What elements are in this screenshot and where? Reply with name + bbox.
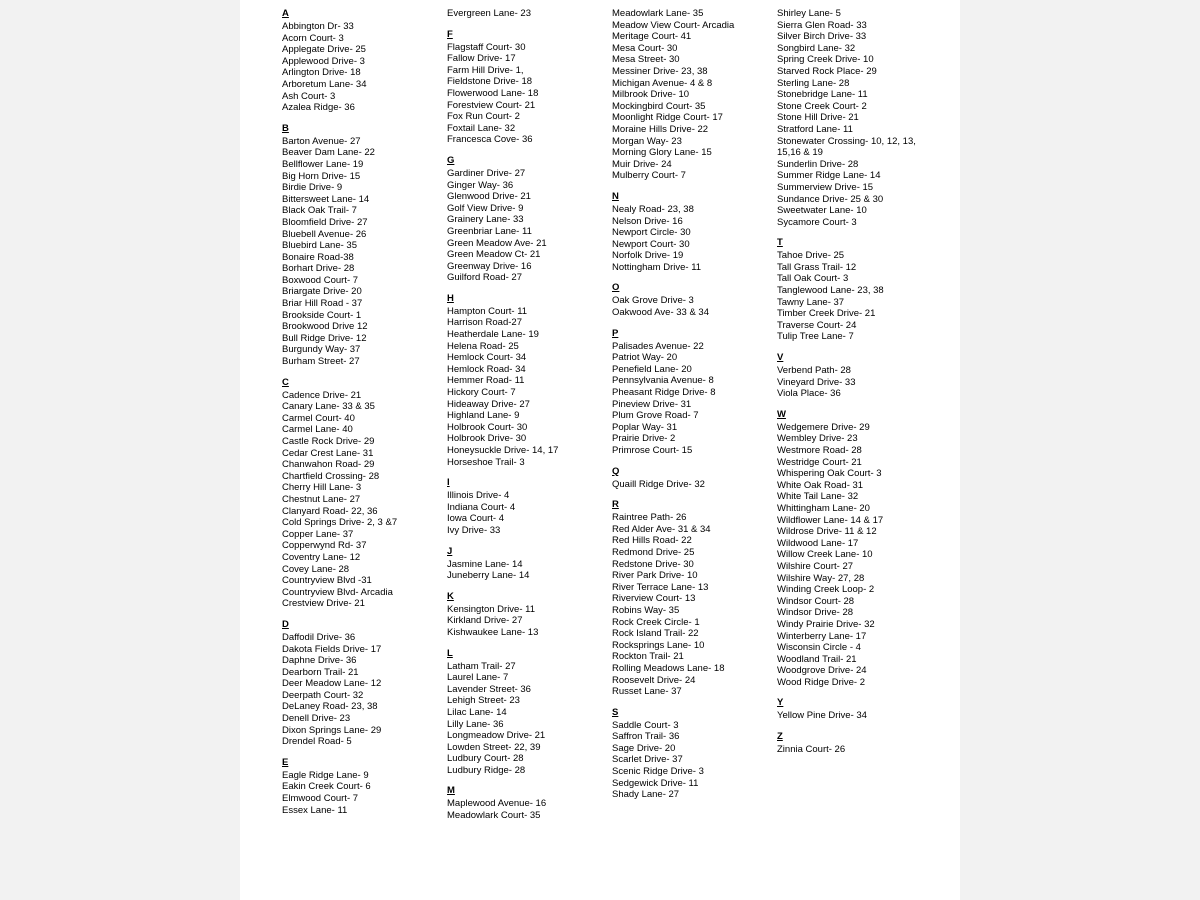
index-letter-heading: T	[777, 237, 783, 249]
index-letter-heading: A	[282, 8, 289, 19]
street-entry: Briar Hill Road - 37	[282, 298, 363, 310]
street-entry: Deer Meadow Lane- 12	[282, 678, 382, 690]
index-letter-group	[777, 409, 942, 689]
page-margin-right	[960, 0, 1200, 900]
index-letter-group	[282, 757, 447, 816]
street-entry: Barton Avenue- 27	[282, 135, 361, 147]
street-entry: Mesa Court- 30	[612, 42, 678, 54]
street-entry: Tulip Tree Lane- 7	[777, 331, 854, 343]
street-entry: Greenway Drive- 16	[447, 260, 532, 272]
street-entry: Illinois Drive- 4	[447, 490, 510, 502]
street-entry: Pheasant Ridge Drive- 8	[612, 387, 716, 399]
street-entry: Willow Creek Lane- 10	[777, 549, 873, 561]
street-entry: Iowa Court- 4	[447, 513, 505, 525]
street-entry: Carmel Court- 40	[282, 412, 355, 424]
street-entry: Ash Court- 3	[282, 90, 336, 102]
street-entry: DeLaney Road- 23, 38	[282, 701, 378, 713]
index-column	[777, 8, 942, 883]
street-entry: Rocksprings Lane- 10	[612, 639, 705, 651]
street-entry: Wembley Drive- 23	[777, 433, 858, 445]
street-entry: Lilac Lane- 14	[447, 706, 507, 718]
street-entry: Summerview Drive- 15	[777, 181, 874, 193]
street-entry: Flowerwood Lane- 18	[447, 87, 539, 99]
street-entry: Bloomfield Drive- 27	[282, 216, 368, 228]
index-letter-group	[447, 591, 612, 639]
street-entry: Rock Creek Circle- 1	[612, 616, 700, 628]
street-entry: Robins Way- 35	[612, 604, 680, 616]
street-entry: Carmel Lane- 40	[282, 424, 353, 436]
street-entry: Poplar Way- 31	[612, 421, 678, 433]
street-entry: Riverview Court- 13	[612, 593, 696, 605]
street-entry: Traverse Court- 24	[777, 319, 857, 331]
street-entry: Bonaire Road-38	[282, 251, 354, 263]
street-entry: Wildrose Drive- 11 & 12	[777, 526, 877, 538]
street-entry: Zinnia Court- 26	[777, 744, 846, 756]
street-entry: Hemlock Court- 34	[447, 352, 527, 364]
street-entry: Castle Rock Drive- 29	[282, 436, 375, 447]
index-letter-group	[447, 29, 612, 146]
street-entry: Helena Road- 25	[447, 340, 519, 352]
street-entry: Clanyard Road- 22, 36	[282, 505, 378, 517]
street-entry: Countryview Blvd -31	[282, 575, 372, 587]
street-entry: Countryview Blvd- Arcadia	[282, 586, 393, 598]
street-entry: Gardiner Drive- 27	[447, 167, 526, 179]
street-entry: Drendel Road- 5	[282, 736, 352, 748]
street-entry: Cherry Hill Lane- 3	[282, 482, 362, 494]
street-entry: Covey Lane- 28	[282, 563, 350, 575]
street-entry: Saddle Court- 3	[612, 719, 679, 731]
street-entry: Dearborn Trail- 21	[282, 666, 359, 678]
street-entry: Woodgrove Drive- 24	[777, 665, 867, 677]
index-letter-heading: L	[447, 647, 453, 659]
street-entry: Grainery Lane- 33	[447, 214, 524, 226]
street-entry: Beaver Dam Lane- 22	[282, 147, 375, 159]
street-entry: Tall Oak Court- 3	[777, 273, 849, 285]
street-entry: Denell Drive- 23	[282, 713, 351, 725]
street-entry: Wisconsin Circle - 4	[777, 642, 861, 654]
street-entry: Longmeadow Drive- 21	[447, 730, 546, 742]
street-entry: Black Oak Trail- 7	[282, 205, 357, 217]
street-entry: Whispering Oak Court- 3	[777, 468, 882, 480]
street-entry: Red Alder Ave- 31 & 34	[612, 523, 711, 535]
index-letter-heading: Q	[612, 465, 620, 477]
street-entry: Daphne Drive- 36	[282, 655, 357, 667]
index-letter-heading: N	[612, 190, 619, 202]
street-entry: Briargate Drive- 20	[282, 286, 362, 298]
index-letter-heading: Z	[777, 731, 783, 743]
index-letter-group	[447, 8, 612, 20]
street-entry: Hickory Court- 7	[447, 387, 516, 399]
street-entry: Bluebell Avenue- 26	[282, 228, 367, 240]
page-margin-left	[0, 0, 240, 900]
street-entry: Bull Ridge Drive- 12	[282, 332, 367, 344]
street-entry: Daffodil Drive- 36	[282, 631, 356, 643]
street-entry: Forestview Court- 21	[447, 99, 536, 111]
street-entry: Hemlock Road- 34	[447, 363, 526, 375]
street-entry: Holbrook Court- 30	[447, 421, 528, 433]
street-entry: Essex Lane- 11	[282, 804, 348, 816]
street-entry: Morning Glory Lane- 15	[612, 147, 712, 159]
street-entry: Messiner Drive- 23, 38	[612, 65, 708, 77]
street-entry: Acorn Court- 3	[282, 32, 344, 44]
street-entry: Red Hills Road- 22	[612, 535, 692, 547]
street-entry: Scarlet Drive- 37	[612, 754, 683, 766]
index-letter-group	[777, 352, 942, 400]
street-entry: Foxtail Lane- 32	[447, 122, 516, 134]
street-entry: Meadow View Court- Arcadia	[612, 19, 735, 31]
street-entry: Pennsylvania Avenue- 8	[612, 375, 714, 387]
street-entry: Sunderlin Drive- 28	[777, 158, 859, 170]
street-entry: Wildflower Lane- 14 & 17	[777, 514, 884, 526]
street-entry: Nelson Drive- 16	[612, 215, 683, 227]
street-entry: Quaill Ridge Drive- 32	[612, 478, 705, 490]
street-entry: Ludbury Ridge- 28	[447, 764, 526, 776]
street-entry: Chartfield Crossing- 28	[282, 470, 380, 482]
street-entry: Wildwood Lane- 17	[777, 537, 859, 549]
street-entry: Redstone Drive- 30	[612, 558, 694, 570]
street-entry: Newport Circle- 30	[612, 227, 691, 239]
street-entry: Whittingham Lane- 20	[777, 502, 870, 514]
street-entry: Burgundy Way- 37	[282, 344, 361, 356]
street-entry: Chanwahon Road- 29	[282, 459, 375, 471]
street-entry: Arlington Drive- 18	[282, 67, 361, 79]
index-letter-heading: V	[777, 352, 784, 364]
street-entry: Bellflower Lane- 19	[282, 158, 364, 170]
street-entry: Plum Grove Road- 7	[612, 410, 699, 422]
index-column	[282, 8, 447, 883]
street-entry: Spring Creek Drive- 10	[777, 54, 874, 66]
street-entry: Cedar Crest Lane- 31	[282, 447, 374, 459]
street-entry: Wilshire Court- 27	[777, 560, 854, 572]
street-entry: Canary Lane- 33 & 35	[282, 401, 375, 413]
street-entry: Borhart Drive- 28	[282, 263, 355, 275]
street-entry: Arboretum Lane- 34	[282, 78, 367, 90]
index-letter-heading: D	[282, 618, 289, 630]
street-entry: Verbend Path- 28	[777, 365, 851, 377]
street-entry: Eagle Ridge Lane- 9	[282, 769, 369, 781]
street-entry: Horseshoe Trail- 3	[447, 456, 525, 468]
street-entry: Vineyard Drive- 33	[777, 376, 856, 388]
street-entry: Burham Street- 27	[282, 356, 360, 368]
street-entry: Fieldstone Drive- 18	[447, 76, 533, 88]
street-entry: Farm Hill Drive- 1,	[447, 64, 524, 76]
street-entry: Hampton Court- 11	[447, 305, 528, 317]
street-entry: Nottingham Drive- 11	[612, 261, 702, 273]
street-entry: Nealy Road- 23, 38	[612, 203, 694, 215]
index-letter-group	[777, 8, 942, 228]
street-entry: Applegate Drive- 25	[282, 44, 366, 56]
index-letter-heading: R	[612, 499, 619, 511]
street-entry: Silver Birch Drive- 33	[777, 31, 867, 43]
index-letter-group	[777, 237, 942, 343]
street-entry: Coventry Lane- 12	[282, 551, 361, 563]
street-entry: Flagstaff Court- 30	[447, 41, 526, 53]
street-entry: Moonlight Ridge Court- 17	[612, 112, 723, 124]
street-entry: Pineview Drive- 31	[612, 398, 692, 410]
street-entry: Abbington Dr- 33	[282, 21, 354, 32]
street-entry: Norfolk Drive- 19	[612, 250, 684, 262]
street-entry: Hemmer Road- 11	[447, 375, 525, 387]
street-entry: Sierra Glen Road- 33	[777, 19, 867, 31]
street-entry: Jasmine Lane- 14	[447, 558, 523, 570]
street-entry: Lavender Street- 36	[447, 683, 531, 695]
street-entry: Penefield Lane- 20	[612, 363, 692, 375]
index-letter-heading: P	[612, 327, 619, 339]
street-entry: Harrison Road-27	[447, 317, 522, 329]
street-entry: Juneberry Lane- 14	[447, 570, 530, 582]
street-entry: River Park Drive- 10	[612, 570, 698, 582]
street-entry: Prairie Drive- 2	[612, 433, 676, 445]
street-entry: Sage Drive- 20	[612, 742, 676, 754]
index-letter-group	[282, 8, 447, 114]
street-entry: Green Meadow Ct- 21	[447, 249, 541, 261]
street-entry: Russet Lane- 37	[612, 686, 682, 698]
street-entry: River Terrace Lane- 13	[612, 581, 709, 593]
street-entry: Stone Hill Drive- 21	[777, 112, 859, 124]
street-entry: Tall Grass Trail- 12	[777, 261, 857, 273]
index-letter-heading: B	[282, 122, 289, 134]
street-entry: Kirkland Drive- 27	[447, 615, 523, 627]
street-entry: Elmwood Court- 7	[282, 793, 359, 805]
street-entry: Eakin Creek Court- 6	[282, 781, 371, 793]
street-entry: Kensington Drive- 11	[447, 603, 536, 615]
index-letter-group	[282, 619, 447, 748]
street-entry: Golf View Drive- 9	[447, 202, 524, 214]
street-entry: Patriot Way- 20	[612, 352, 678, 364]
street-entry: Westmore Road- 28	[777, 445, 862, 456]
street-entry: Shady Lane- 27	[612, 789, 680, 801]
street-entry: Tahoe Drive- 25	[777, 250, 845, 262]
street-entry: Saffron Trail- 36	[612, 731, 680, 743]
index-letter-heading: F	[447, 28, 453, 40]
street-entry: Muir Drive- 24	[612, 158, 672, 170]
street-entry: Azalea Ridge- 36	[282, 102, 355, 114]
street-entry: Windsor Drive- 28	[777, 607, 854, 619]
street-entry: Scenic Ridge Drive- 3	[612, 766, 704, 778]
street-entry: Holbrook Drive- 30	[447, 433, 527, 445]
street-entry: Meadowlark Lane- 35	[612, 8, 704, 19]
street-entry: Stone Creek Court- 2	[777, 100, 867, 112]
street-entry: Viola Place- 36	[777, 388, 841, 400]
street-entry: Greenbriar Lane- 11	[447, 225, 532, 237]
street-entry: Redmond Drive- 25	[612, 546, 695, 558]
index-letter-group	[447, 648, 612, 777]
street-entry: Ivy Drive- 33	[447, 524, 501, 536]
street-entry: Michigan Avenue- 4 & 8	[612, 77, 713, 89]
street-entry: Oak Grove Drive- 3	[612, 295, 694, 307]
street-entry: Lilly Lane- 36	[447, 718, 504, 730]
index-letter-group	[282, 377, 447, 610]
street-entry: Tanglewood Lane- 23, 38	[777, 285, 884, 297]
index-column	[612, 8, 777, 883]
street-entry: Hideaway Drive- 27	[447, 398, 530, 410]
street-entry: Deerpath Court- 32	[282, 689, 364, 701]
index-letter-group	[447, 546, 612, 582]
index-letter-group	[447, 155, 612, 284]
street-entry: Wedgemere Drive- 29	[777, 421, 870, 433]
street-entry: Rockton Trail- 21	[612, 651, 684, 663]
street-entry: Cadence Drive- 21	[282, 389, 362, 401]
street-entry: Primrose Court- 15	[612, 445, 693, 456]
index-letter-group	[612, 8, 777, 182]
street-entry: Winterberry Lane- 17	[777, 630, 867, 642]
index-letter-heading: G	[447, 154, 455, 166]
street-entry: Chestnut Lane- 27	[282, 493, 361, 505]
street-entry: Newport Court- 30	[612, 238, 690, 250]
street-entry: Ludbury Court- 28	[447, 753, 524, 765]
street-entry: Birdie Drive- 9	[282, 182, 343, 194]
index-letter-group	[447, 785, 612, 821]
street-entry: Kishwaukee Lane- 13	[447, 626, 539, 638]
street-entry: Rolling Meadows Lane- 18	[612, 662, 725, 674]
street-entry: Wilshire Way- 27, 28	[777, 572, 865, 584]
street-entry: Westridge Court- 21	[777, 456, 862, 468]
street-entry: Lowden Street- 22, 39	[447, 741, 541, 753]
street-entry: Moraine Hills Drive- 22	[612, 123, 709, 135]
street-entry: Milbrook Drive- 10	[612, 89, 690, 101]
street-entry: Highland Lane- 9	[447, 410, 520, 422]
index-letter-group	[777, 697, 942, 722]
street-entry: Applewood Drive- 3	[282, 55, 365, 67]
street-entry: Latham Trail- 27	[447, 660, 516, 672]
street-entry: Indiana Court- 4	[447, 501, 516, 513]
index-letter-heading: I	[447, 477, 450, 489]
street-entry: Evergreen Lane- 23	[447, 8, 531, 19]
index-letter-heading: J	[447, 545, 453, 557]
index-column	[447, 8, 612, 883]
index-letter-group	[282, 123, 447, 368]
street-entry: Dixon Springs Lane- 29	[282, 724, 382, 736]
street-entry: Yellow Pine Drive- 34	[777, 710, 867, 722]
index-letter-group	[612, 707, 777, 801]
street-entry: Ginger Way- 36	[447, 179, 514, 191]
index-letter-group	[777, 731, 942, 756]
street-entry: Timber Creek Drive- 21	[777, 308, 876, 320]
street-entry: Bittersweet Lane- 14	[282, 193, 370, 205]
street-entry: Lehigh Street- 23	[447, 695, 520, 707]
street-entry: Brookside Court- 1	[282, 309, 362, 321]
index-letter-group	[612, 282, 777, 318]
street-entry: Meritage Court- 41	[612, 31, 692, 43]
street-entry: Morgan Way- 23	[612, 135, 682, 147]
street-entry: Songbird Lane- 32	[777, 42, 856, 54]
street-entry: Summer Ridge Lane- 14	[777, 170, 881, 182]
street-entry: Sedgewick Drive- 11	[612, 777, 699, 789]
street-entry: Mesa Street- 30	[612, 54, 680, 66]
street-entry: Woodland Trail- 21	[777, 653, 857, 665]
street-entry: White Tail Lane- 32	[777, 491, 859, 503]
street-entry: Palisades Avenue- 22	[612, 340, 704, 352]
street-entry: Stonebridge Lane- 11	[777, 89, 868, 101]
street-entry: Sterling Lane- 28	[777, 77, 850, 89]
index-letter-group	[447, 293, 612, 468]
street-entry: Dakota Fields Drive- 17	[282, 643, 382, 655]
street-entry: Green Meadow Ave- 21	[447, 237, 547, 249]
street-entry: Raintree Path- 26	[612, 512, 687, 524]
index-letter-group	[612, 466, 777, 491]
street-entry: Crestview Drive- 21	[282, 598, 365, 610]
index-letter-heading: M	[447, 785, 455, 797]
street-entry: Winding Creek Loop- 2	[777, 584, 875, 596]
index-letter-heading: W	[777, 408, 786, 420]
index-letter-heading: Y	[777, 697, 784, 709]
street-entry: Stonewater Crossing- 10, 12, 13, 15,16 & 19	[777, 135, 919, 159]
index-letter-group	[447, 477, 612, 536]
street-index-columns	[282, 8, 942, 883]
street-entry: Heatherdale Lane- 19	[447, 329, 539, 341]
street-entry: Mockingbird Court- 35	[612, 100, 706, 112]
street-entry: Big Horn Drive- 15	[282, 170, 361, 182]
street-entry: Oakwood Ave- 33 & 34	[612, 307, 709, 319]
street-entry: Copper Lane- 37	[282, 528, 354, 540]
street-entry: Sycamore Court- 3	[777, 216, 857, 228]
street-entry: Bluebird Lane- 35	[282, 240, 357, 252]
street-entry: Wood Ridge Drive- 2	[777, 676, 866, 688]
document-sheet	[240, 0, 960, 900]
street-entry: Shirley Lane- 5	[777, 8, 841, 19]
street-entry: Mulberry Court- 7	[612, 170, 686, 182]
street-entry: Guilford Road- 27	[447, 272, 522, 284]
street-entry: Fox Run Court- 2	[447, 111, 520, 123]
index-letter-group	[612, 499, 777, 698]
street-entry: Honeysuckle Drive- 14, 17	[447, 445, 559, 456]
index-letter-heading: C	[282, 376, 289, 388]
street-entry: Windy Prairie Drive- 32	[777, 618, 875, 630]
street-entry: Francesca Cove- 36	[447, 134, 533, 146]
street-entry: Fallow Drive- 17	[447, 53, 516, 65]
index-letter-heading: S	[612, 706, 619, 718]
street-entry: Brookwood Drive 12	[282, 321, 368, 333]
street-entry: Boxwood Court- 7	[282, 274, 359, 286]
street-entry: Meadowlark Court- 35	[447, 810, 541, 822]
street-entry: Copperwynd Rd- 37	[282, 540, 367, 552]
street-entry: Roosevelt Drive- 24	[612, 674, 696, 686]
index-letter-group	[612, 328, 777, 457]
street-entry: Starved Rock Place- 29	[777, 65, 877, 77]
street-entry: Tawny Lane- 37	[777, 296, 845, 308]
street-entry: White Oak Road- 31	[777, 479, 864, 491]
street-entry: Cold Springs Drive- 2, 3 &7	[282, 517, 398, 529]
index-letter-group	[612, 191, 777, 274]
street-entry: Glenwood Drive- 21	[447, 191, 531, 203]
street-entry: Maplewood Avenue- 16	[447, 798, 547, 810]
street-entry: Rock Island Trail- 22	[612, 628, 699, 640]
street-entry: Laurel Lane- 7	[447, 672, 509, 684]
index-letter-heading: O	[612, 282, 620, 294]
index-letter-heading: K	[447, 590, 454, 602]
street-entry: Stratford Lane- 11	[777, 123, 853, 135]
index-letter-heading: H	[447, 292, 454, 304]
street-entry: Windsor Court- 28	[777, 595, 855, 607]
street-entry: Sundance Drive- 25 & 30	[777, 193, 884, 205]
street-entry: Sweetwater Lane- 10	[777, 205, 867, 217]
index-letter-heading: E	[282, 756, 289, 768]
